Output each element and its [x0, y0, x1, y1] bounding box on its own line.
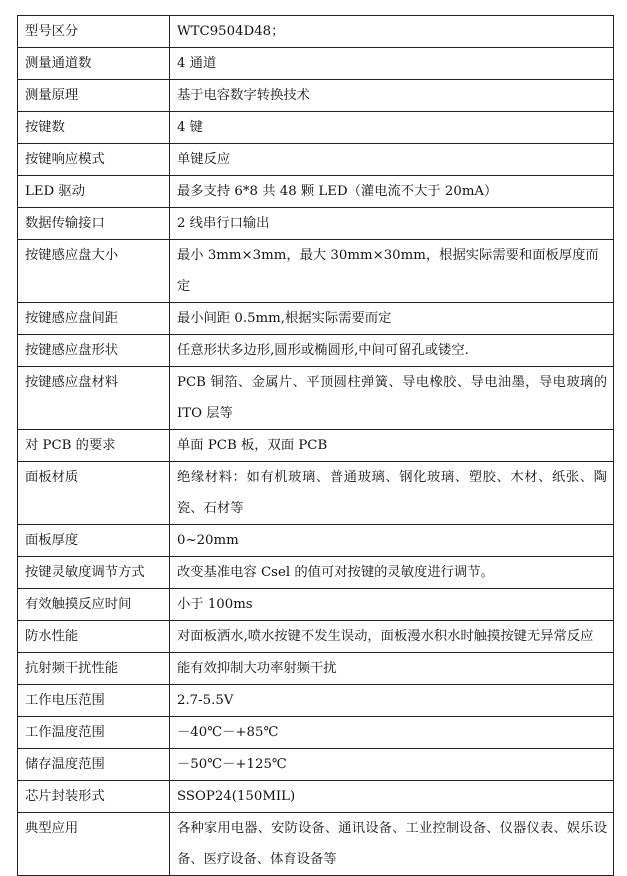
spec-label: 对 PCB 的要求 [18, 430, 170, 462]
spec-value: PCB 铜箔、金属片、平顶圆柱弹簧、导电橡胶、导电油墨，导电玻璃的 ITO 层等 [170, 367, 614, 430]
spec-row-panel-thickness [18, 525, 614, 557]
spec-row-storage-temp [18, 749, 614, 781]
spec-label: 抗射频干扰性能 [18, 653, 170, 685]
spec-row-principle [18, 80, 614, 112]
spec-label: 储存温度范围 [18, 749, 170, 781]
spec-row-sensitivity [18, 557, 614, 589]
spec-row-interface [18, 208, 614, 240]
spec-value: 单面 PCB 板，双面 PCB [170, 430, 614, 462]
spec-label: 按键感应盘间距 [18, 303, 170, 335]
spec-label: 按键感应盘材料 [18, 367, 170, 430]
spec-value: 绝缘材料：如有机玻璃、普通玻璃、钢化玻璃、塑胶、木材、纸张、陶瓷、石材等 [170, 462, 614, 525]
spec-row-panel-material [18, 462, 614, 525]
spec-value: 小于 100ms [170, 589, 614, 621]
spec-table [17, 15, 614, 876]
spec-row-pad-material [18, 367, 614, 430]
spec-label: LED 驱动 [18, 176, 170, 208]
spec-value: 2.7-5.5V [170, 685, 614, 717]
spec-label: 按键感应盘大小 [18, 240, 170, 303]
spec-label: 面板厚度 [18, 525, 170, 557]
spec-row-voltage [18, 685, 614, 717]
spec-value: 改变基准电容 Csel 的值可对按键的灵敏度进行调节。 [170, 557, 614, 589]
spec-label: 芯片封装形式 [18, 781, 170, 813]
spec-label: 按键数 [18, 112, 170, 144]
spec-row-applications [18, 813, 614, 876]
spec-label: 测量原理 [18, 80, 170, 112]
spec-value: 最小间距 0.5mm,根据实际需要而定 [170, 303, 614, 335]
spec-value: 4 键 [170, 112, 614, 144]
spec-row-channels [18, 48, 614, 80]
spec-row-package [18, 781, 614, 813]
spec-label: 典型应用 [18, 813, 170, 876]
spec-value: －40℃－+85℃ [170, 717, 614, 749]
spec-value: WTC9504D48； [170, 16, 614, 48]
spec-row-waterproof [18, 621, 614, 653]
spec-label: 按键感应盘形状 [18, 335, 170, 367]
spec-label: 面板材质 [18, 462, 170, 525]
spec-value: 0~20mm [170, 525, 614, 557]
spec-row-operating-temp [18, 717, 614, 749]
spec-label: 数据传输接口 [18, 208, 170, 240]
spec-row-pad-size [18, 240, 614, 303]
spec-label: 测量通道数 [18, 48, 170, 80]
spec-row-key-count [18, 112, 614, 144]
spec-value: SSOP24(150MIL) [170, 781, 614, 813]
spec-value: 对面板洒水,喷水按键不发生误动，面板漫水积水时触摸按键无异常反应 [170, 621, 614, 653]
spec-row-pad-spacing [18, 303, 614, 335]
spec-value: 4 通道 [170, 48, 614, 80]
spec-value: 最小 3mm×3mm，最大 30mm×30mm，根据实际需要和面板厚度而定 [170, 240, 614, 303]
spec-row-model [18, 16, 614, 48]
spec-row-response-time [18, 589, 614, 621]
spec-row-led-driver [18, 176, 614, 208]
spec-value: 能有效抑制大功率射频干扰 [170, 653, 614, 685]
spec-label: 有效触摸反应时间 [18, 589, 170, 621]
spec-label: 按键灵敏度调节方式 [18, 557, 170, 589]
spec-row-rf-immunity [18, 653, 614, 685]
spec-row-pcb [18, 430, 614, 462]
spec-value: 2 线串行口输出 [170, 208, 614, 240]
spec-label: 型号区分 [18, 16, 170, 48]
spec-value: 最多支持 6*8 共 48 颗 LED（灌电流不大于 20mA） [170, 176, 614, 208]
spec-row-pad-shape [18, 335, 614, 367]
spec-label: 按键响应模式 [18, 144, 170, 176]
spec-row-response-mode [18, 144, 614, 176]
spec-label: 工作电压范围 [18, 685, 170, 717]
spec-label: 工作温度范围 [18, 717, 170, 749]
spec-value: －50℃－+125℃ [170, 749, 614, 781]
spec-value: 任意形状多边形,圆形或椭圆形,中间可留孔或镂空. [170, 335, 614, 367]
spec-value: 单键反应 [170, 144, 614, 176]
spec-value: 基于电容数字转换技术 [170, 80, 614, 112]
spec-value: 各种家用电器、安防设备、通讯设备、工业控制设备、仪器仪表、娱乐设备、医疗设备、体育设备等 [170, 813, 614, 876]
spec-label: 防水性能 [18, 621, 170, 653]
